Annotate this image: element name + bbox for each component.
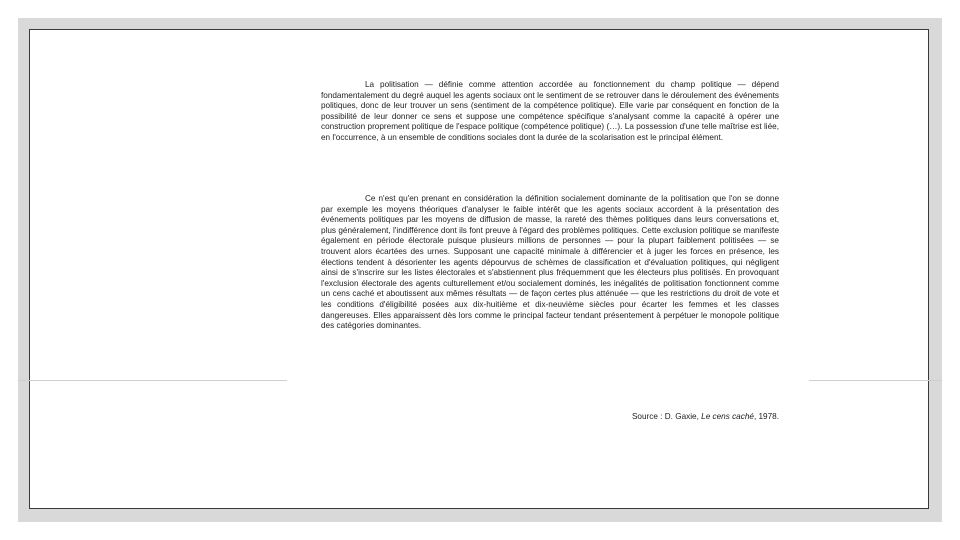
text-excerpt-2 bbox=[287, 190, 809, 428]
excerpt-1-paragraph: La politisation — définie comme attention accordée au fonctionnement du champ politique — dépend fondamentalement du degré auquel les agents sociaux ont le sentiment de se retrouver dans le déroulement des événements politiques, donc de leur trouver un sens (sentiment de la compétence politique). Elle varie par conséquent en fonction de la possibilité de leur donner ce sens et suppose une compétence spécifique s'analysant comme la capacité à opérer une construction proprement politique de l'espace politique (compétence politique) (…). La possession d'une telle maîtrise est liée, en l'occurrence, à un ensemble de conditions sociales dont la durée de la scolarisation est le principal élément. bbox=[321, 80, 779, 142]
excerpt-2-paragraph: Ce n'est qu'en prenant en considération la définition socialement dominante de la politisation que l'on se donne par exemple les moyens théoriques d'analyser le faible intérêt que les agents sociaux accordent à la présentation des événements politiques par les moyens de diffusion de masse, la rareté des thèmes politiques dans leurs conversations et, plus généralement, l'indifférence dont ils font preuve à l'égard des problèmes politiques. Cette exclusion politique se manifeste également en période électorale puisque plusieurs millions de personnes — pour la plupart faiblement politisées — se trouvent alors écartées des urnes. Supposant une capacité minimale à différencier et à juger les forces en présence, les élections tendent à désorienter les agents dépourvus de schèmes de classification et d'évaluation politiques, qui négligent ainsi de s'inscrire sur les listes électorales et s'abstiennent plus fréquemment que les électeurs plus politisés. En provoquant l'exclusion électorale des agents culturellement et/ou socialement dominés, les inégalités de politisation fonctionnent comme un cens caché et aboutissent aux mêmes résultats — de façon certes plus atténuée — que les restrictions du droit de vote et les conditions d'éligibilité posées aux dix-huitième et dix-neuvième siècles pour écarter les femmes et les classes dangereuses. Elles apparaissent dès lors comme le principal facteur tendant présentement à perpétuer le monopole politique des catégories dominantes. bbox=[321, 194, 779, 331]
source-book-title: Le cens caché bbox=[701, 412, 754, 422]
source-citation bbox=[632, 412, 779, 423]
text-excerpt-1 bbox=[287, 76, 809, 180]
source-prefix: Source : D. Gaxie, bbox=[631, 412, 702, 422]
source-suffix: , 1978. bbox=[753, 412, 779, 422]
